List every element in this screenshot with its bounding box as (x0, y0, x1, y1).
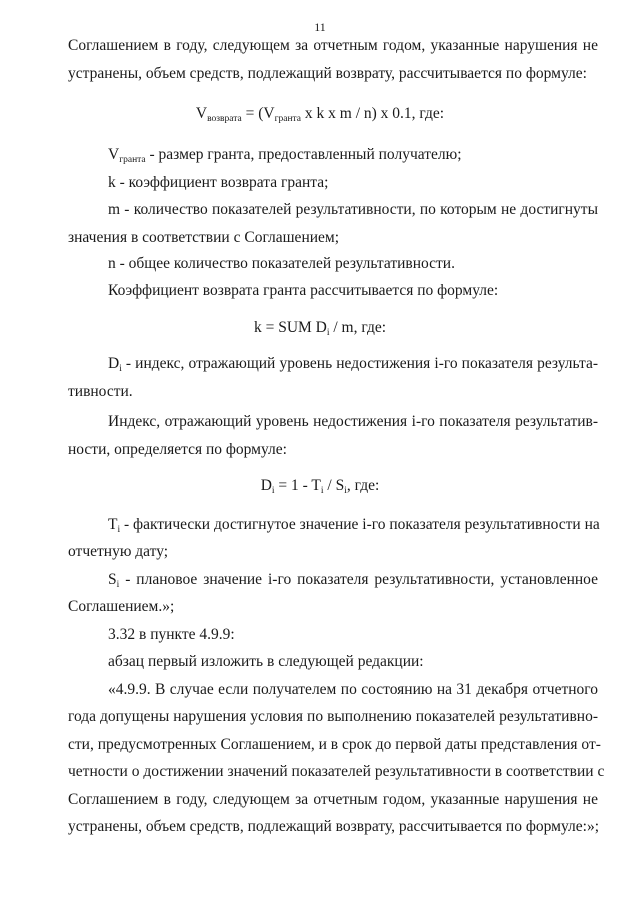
definition-s: $S_i$ - плановое значение i-го показателя результативности, установленное (108, 571, 598, 590)
formula-index: $D_i = 1 - T_i / S_i$, где: (260, 477, 380, 496)
formula-return-volume: $V_{возврата} = (V_{гранта}$ x k x m / n) x 0.1, где: (195, 105, 445, 124)
definition-v-grant: $V_{гранта}$ - размер гранта, предоставленный получателю; (108, 146, 462, 165)
text-line: Соглашением в году, следующем за отчетным годом, указанные нарушения не (68, 37, 598, 54)
page-number: 11 (314, 20, 326, 34)
text-line: года допущены нарушения условия по выполнению показателей результативно- (68, 708, 598, 725)
definition-t: $T_i$ - фактически достигнутое значение i-го показателя результативности на (108, 516, 600, 535)
text-line: сти, предусмотренных Соглашением, и в срок до первой даты представления от- (68, 736, 601, 753)
text-line: Соглашением в году, следующем за отчетным годом, указанные нарушения не (68, 791, 598, 808)
text-line: тивности. (68, 383, 133, 400)
definition-d: $D_i$ - индекс, отражающий уровень недостижения i-го показателя результа- (108, 355, 598, 374)
text-line: устранены, объем средств, подлежащий возврату, рассчитывается по формуле: (68, 65, 587, 82)
text-line: Соглашением.»; (68, 598, 175, 615)
text-line: устранены, объем средств, подлежащий возврату, рассчитывается по формуле:»; (68, 818, 599, 835)
text-line: отчетную дату; (68, 543, 169, 560)
text-line: 3.32 в пункте 4.9.9: (108, 626, 235, 643)
text-line: четности о достижении значений показателей результативности в соответствии с (68, 763, 605, 780)
definition-m: m - количество показателей результативности, по которым не достигнуты (108, 201, 598, 218)
formula-coefficient: k = SUM $D_i$ / m, где: (253, 319, 387, 338)
text-line: абзац первый изложить в следующей редакции: (108, 653, 424, 670)
text-line: «4.9.9. В случае если получателем по состоянию на 31 декабря отчетного (108, 681, 598, 698)
definition-k: k - коэффициент возврата гранта; (108, 174, 329, 191)
text-line: Коэффициент возврата гранта рассчитывается по формуле: (108, 282, 499, 299)
text-line: Индекс, отражающий уровень недостижения i-го показателя результатив- (108, 413, 598, 430)
definition-m-continued: значения в соответствии с Соглашением; (68, 229, 340, 246)
text-line: ности, определяется по формуле: (68, 441, 287, 458)
definition-n: n - общее количество показателей результативности. (108, 255, 455, 272)
